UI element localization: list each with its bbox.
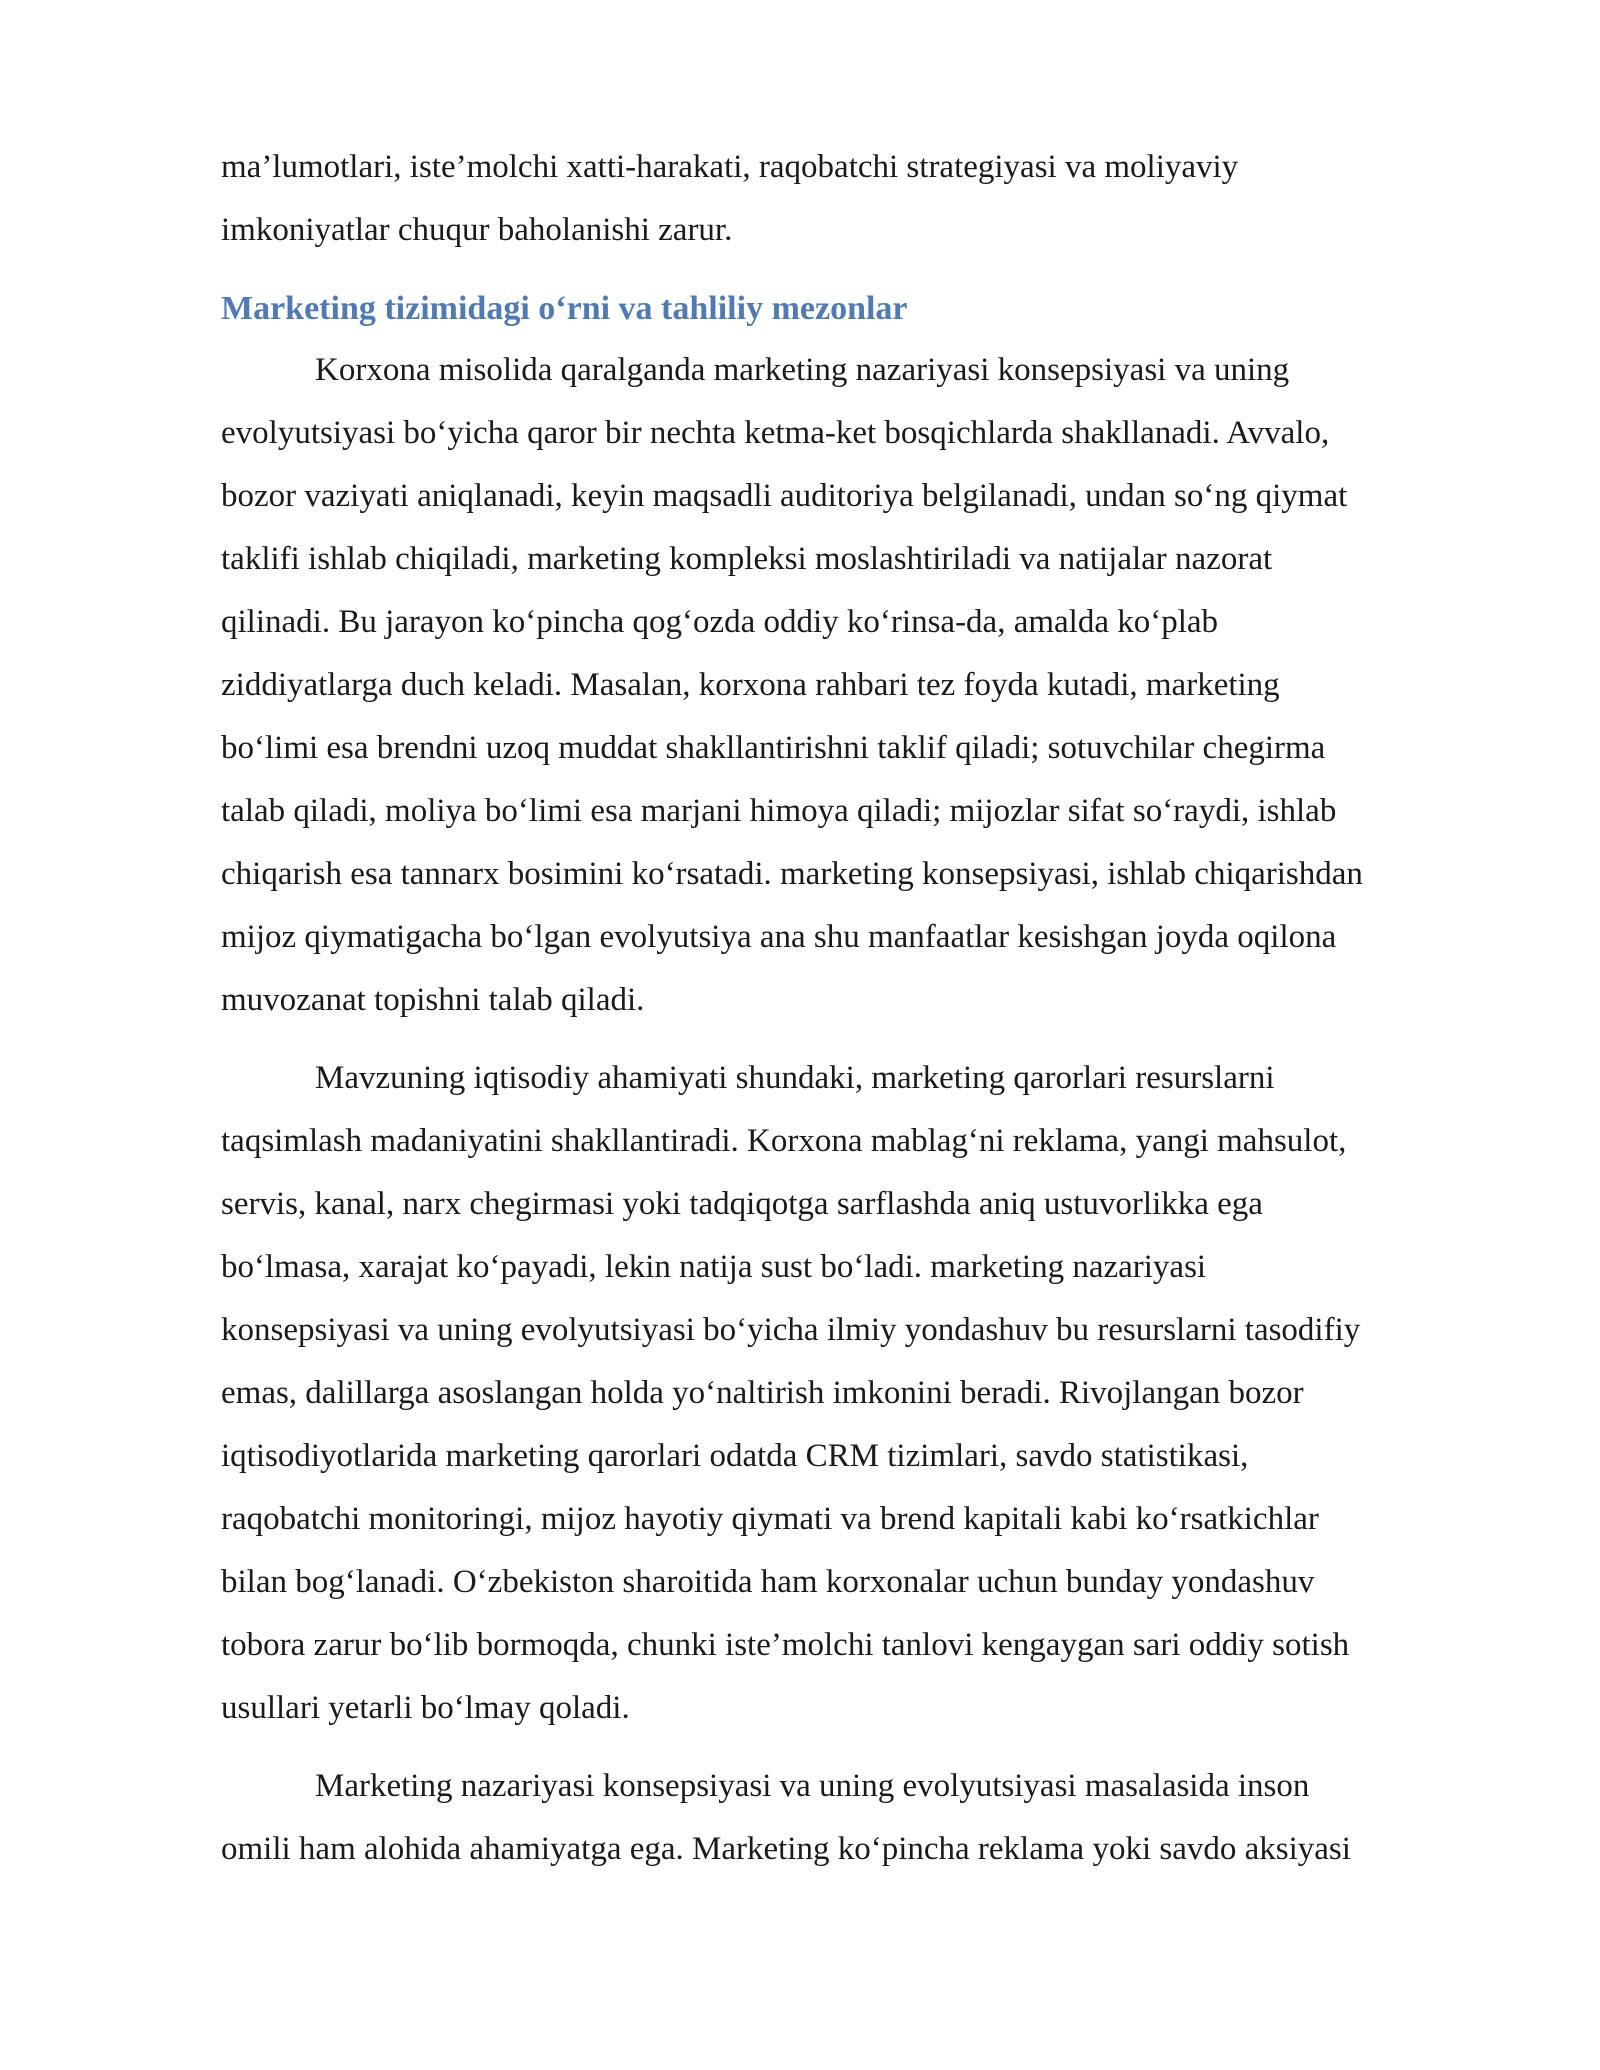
- text-line: emas, dalillarga asoslangan holda yo‘naltirish imkonini beradi. Rivojlangan bozor: [221, 1375, 1304, 1411]
- text-line: servis, kanal, narx chegirmasi yoki tadqiqotga sarflashda aniq ustuvorlikka ega: [221, 1186, 1263, 1222]
- body-paragraph-3: [221, 1755, 1495, 1881]
- text-line: tobora zarur bo‘lib bormoqda, chunki iste’molchi tanlovi kengaygan sari oddiy sotish: [221, 1627, 1350, 1663]
- text-line: raqobatchi monitoringi, mijoz hayotiy qiymati va brend kapitali kabi ko‘rsatkichlar: [221, 1501, 1319, 1537]
- text-line: bilan bog‘lanadi. O‘zbekiston sharoitida ham korxonalar uchun bunday yondashuv: [221, 1564, 1315, 1600]
- section-heading: Marketing tizimidagi o‘rni va tahliliy mezonlar: [221, 290, 908, 327]
- text-line: bozor vaziyati aniqlanadi, keyin maqsadli auditoriya belgilanadi, undan so‘ng qiymat: [221, 478, 1348, 514]
- body-paragraph-1: [221, 339, 1495, 1032]
- text-line: usullari yetarli bo‘lmay qoladi.: [221, 1690, 630, 1726]
- text-line: konsepsiyasi va uning evolyutsiyasi bo‘yicha ilmiy yondashuv bu resurslarni tasodifiy: [221, 1312, 1361, 1348]
- document-body: [221, 136, 1495, 1896]
- text-line: Korxona misolida qaralganda marketing nazariyasi konsepsiyasi va uning: [315, 352, 1290, 388]
- text-line: talab qiladi, moliya bo‘limi esa marjani himoya qiladi; mijozlar sifat so‘raydi, ishlab: [221, 793, 1337, 829]
- text-line: Mavzuning iqtisodiy ahamiyati shundaki, marketing qarorlari resurslarni: [315, 1060, 1275, 1096]
- text-line: qilinadi. Bu jarayon ko‘pincha qog‘ozda oddiy ko‘rinsa-da, amalda ko‘plab: [221, 604, 1219, 640]
- text-line: ma’lumotlari, iste’molchi xatti-harakati, raqobatchi strategiyasi va moliyaviy: [221, 149, 1239, 185]
- text-line: bo‘lmasa, xarajat ko‘payadi, lekin natija sust bo‘ladi. marketing nazariyasi: [221, 1249, 1207, 1285]
- text-line: Marketing nazariyasi konsepsiyasi va uning evolyutsiyasi masalasida inson: [315, 1768, 1310, 1804]
- text-line: taklifi ishlab chiqiladi, marketing kompleksi moslashtiriladi va natijalar nazorat: [221, 541, 1273, 577]
- text-line: omili ham alohida ahamiyatga ega. Marketing ko‘pincha reklama yoki savdo aksiyasi: [221, 1831, 1351, 1867]
- text-line: evolyutsiyasi bo‘yicha qaror bir nechta ketma-ket bosqichlarda shakllanadi. Avvalo,: [221, 415, 1330, 451]
- text-line: iqtisodiyotlarida marketing qarorlari odatda CRM tizimlari, savdo statistikasi,: [221, 1438, 1249, 1474]
- text-line: taqsimlash madaniyatini shakllantiradi. Korxona mablag‘ni reklama, yangi mahsulot,: [221, 1123, 1347, 1159]
- text-line: chiqarish esa tannarx bosimini ko‘rsatadi. marketing konsepsiyasi, ishlab chiqarishdan: [221, 856, 1363, 892]
- text-line: mijoz qiymatigacha bo‘lgan evolyutsiya ana shu manfaatlar kesishgan joyda oqilona: [221, 919, 1337, 955]
- text-line: ziddiyatlarga duch keladi. Masalan, korxona rahbari tez foyda kutadi, marketing: [221, 667, 1280, 703]
- body-paragraph-2: [221, 1047, 1495, 1740]
- text-line: bo‘limi esa brendni uzoq muddat shakllantirishni taklif qiladi; sotuvchilar chegirma: [221, 730, 1326, 766]
- text-line: muvozanat topishni talab qiladi.: [221, 982, 645, 1018]
- intro-paragraph: [221, 136, 1495, 262]
- text-line: imkoniyatlar chuqur baholanishi zarur.: [221, 212, 733, 248]
